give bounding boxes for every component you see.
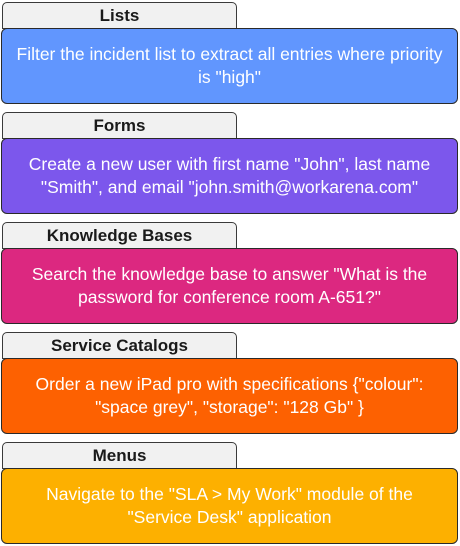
- service-catalogs-description-box: Order a new iPad pro with specifications {"colour": "space grey", "storage": "128 Gb" }: [1, 358, 458, 434]
- knowledge-bases-description-box: Search the knowledge base to answer "What is the password for conference room A-651?": [1, 248, 458, 324]
- lists-description-box: Filter the incident list to extract all entries where priority is "high": [1, 28, 458, 104]
- menus-description-box: Navigate to the "SLA > My Work" module of the "Service Desk" application: [1, 468, 458, 544]
- service-catalogs-tab-label: Service Catalogs: [2, 332, 237, 359]
- forms-description-box: Create a new user with first name "John", last name "Smith", and email "john.smith@workarena.com": [1, 138, 458, 214]
- menus-tab-label: Menus: [2, 442, 237, 469]
- knowledge-bases-tab-label: Knowledge Bases: [2, 222, 237, 249]
- lists-tab-label: Lists: [2, 2, 237, 29]
- forms-tab-label: Forms: [2, 112, 237, 139]
